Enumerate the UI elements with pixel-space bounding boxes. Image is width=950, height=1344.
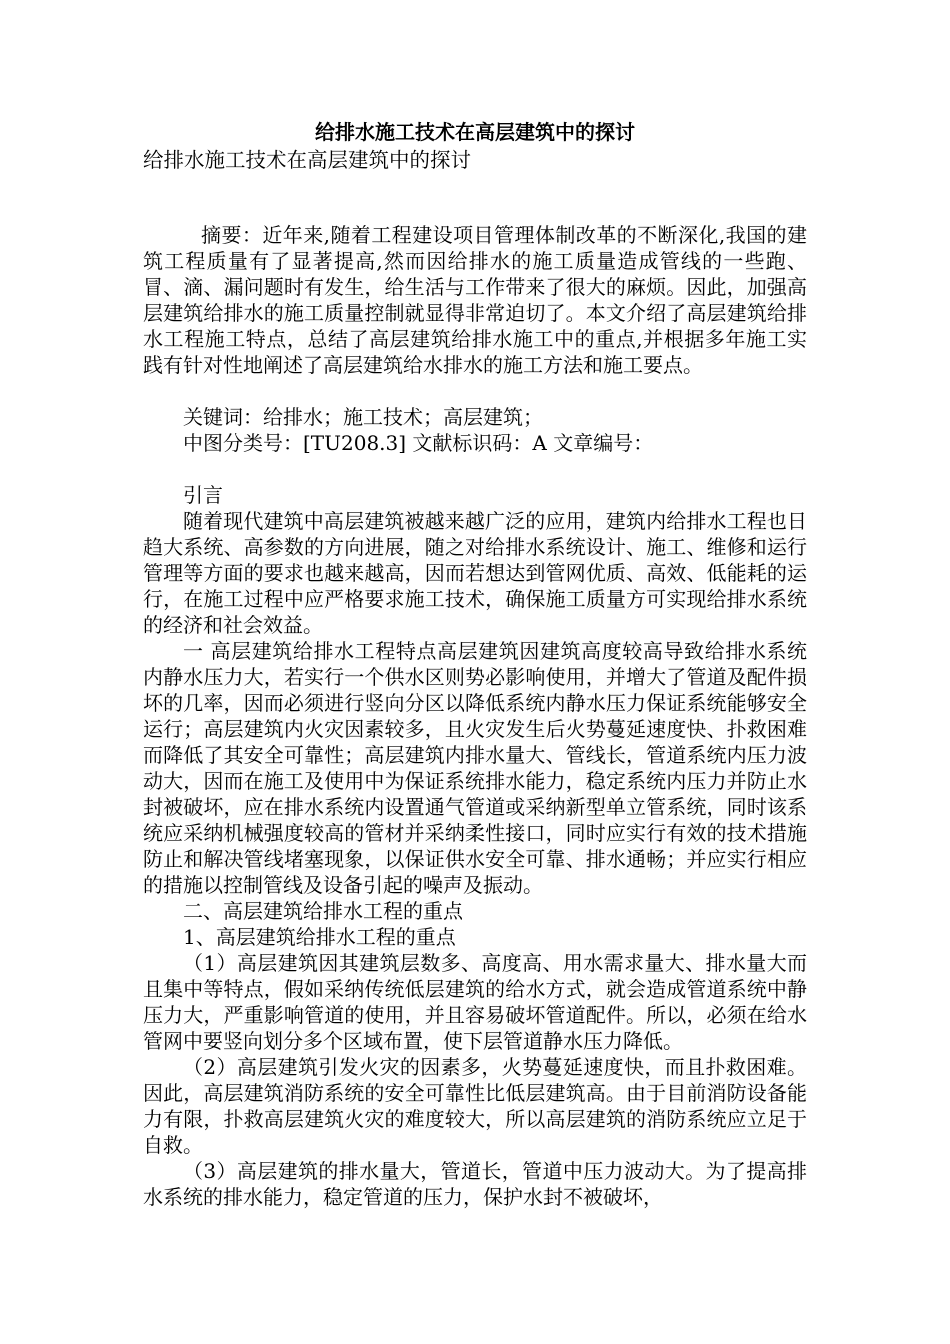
section-1-paragraph: 一 高层建筑给排水工程特点高层建筑因建筑高度较高导致给排水系统内静水压力大，若实行一个供水区则势必影响使用，并增大了管道及配件损坏的几率，因而必须进行竖向分区以降低系统内静水压力保证系统能够安全运行；高层建筑内火灾因素较多，且火灾发生后火势蔓延速度快、扑救困难而降低了其安全可靠性；高层建筑内排水量大、管线长，管道系统内压力波动大，因而在施工及使用中为保证系统排水能力，稳定系统内压力并防止水封被破坏，应在排水系统内设置通气管道或采纳新型单立管系统，同时该系统应采纳机械强度较高的管材并采纳柔性接口，同时应实行有效的技术措施防止和解决管线堵塞现象，以保证供水安全可靠、排水通畅；并应实行相应的措施以控制管线及设备引起的噪声及振动。	[143, 639, 807, 897]
abstract-paragraph: 摘要：近年来,随着工程建设项目管理体制改革的不断深化,我国的建筑工程质量有了显著提高,然而因给排水的施工质量造成管线的一些跑、冒、滴、漏问题时有发生，给生活与工作带来了很大的麻烦。因此，加强高层建筑给排水的施工质量控制就显得非常迫切了。本文介绍了高层建筑给排水工程施工特点，总结了高层建筑给排水施工中的重点,并根据多年施工实践有针对性地阐述了高层建筑给水排水的施工方法和施工要点。	[143, 223, 807, 377]
document-title: 给排水施工技术在高层建筑中的探讨	[315, 120, 635, 144]
spacer	[143, 174, 807, 222]
section-2-subheading: 1、高层建筑给排水工程的重点	[183, 925, 456, 949]
classification-line: 中图分类号：[TU208.3] 文献标识码：A 文章编号：	[183, 431, 654, 455]
item-3-paragraph: （3）高层建筑的排水量大，管道长，管道中压力波动大。为了提高排水系统的排水能力，稳定管道的压力，保护水封不被破坏，	[143, 1159, 807, 1209]
item-2-paragraph: （2）高层建筑引发火灾的因素多，火势蔓延速度快，而且扑救困难。因此，高层建筑消防系统的安全可靠性比低层建筑高。由于目前消防设备能力有限，扑救高层建筑火灾的难度较大，所以高层建筑的消防系统应立足于自救。	[143, 1055, 807, 1157]
intro-paragraph: 随着现代建筑中高层建筑被越来越广泛的应用，建筑内给排水工程也日趋大系统、高参数的方向进展，随之对给排水系统设计、施工、维修和运行管理等方面的要求也越来越高，因而若想达到管网优质、高效、低能耗的运行，在施工过程中应严格要求施工技术，确保施工质量方可实现给排水系统的经济和社会效益。	[143, 509, 807, 637]
spacer	[143, 378, 807, 404]
spacer	[143, 456, 807, 482]
section-2-heading: 二、高层建筑给排水工程的重点	[183, 899, 463, 923]
document-page	[143, 118, 807, 1210]
intro-heading: 引言	[183, 483, 223, 507]
keywords-line: 关键词：给排水；施工技术；高层建筑；	[183, 405, 543, 429]
item-1-paragraph: （1）高层建筑因其建筑层数多、高度高、用水需求量大、排水量大而且集中等特点，假如采纳传统低层建筑的给水方式，就会造成管道系统中静压力大，严重影响管道的使用，并且容易破坏管道配件。所以，必须在给水管网中要竖向划分多个区域布置，使下层管道静水压力降低。	[143, 951, 807, 1053]
document-subtitle: 给排水施工技术在高层建筑中的探讨	[143, 148, 471, 172]
